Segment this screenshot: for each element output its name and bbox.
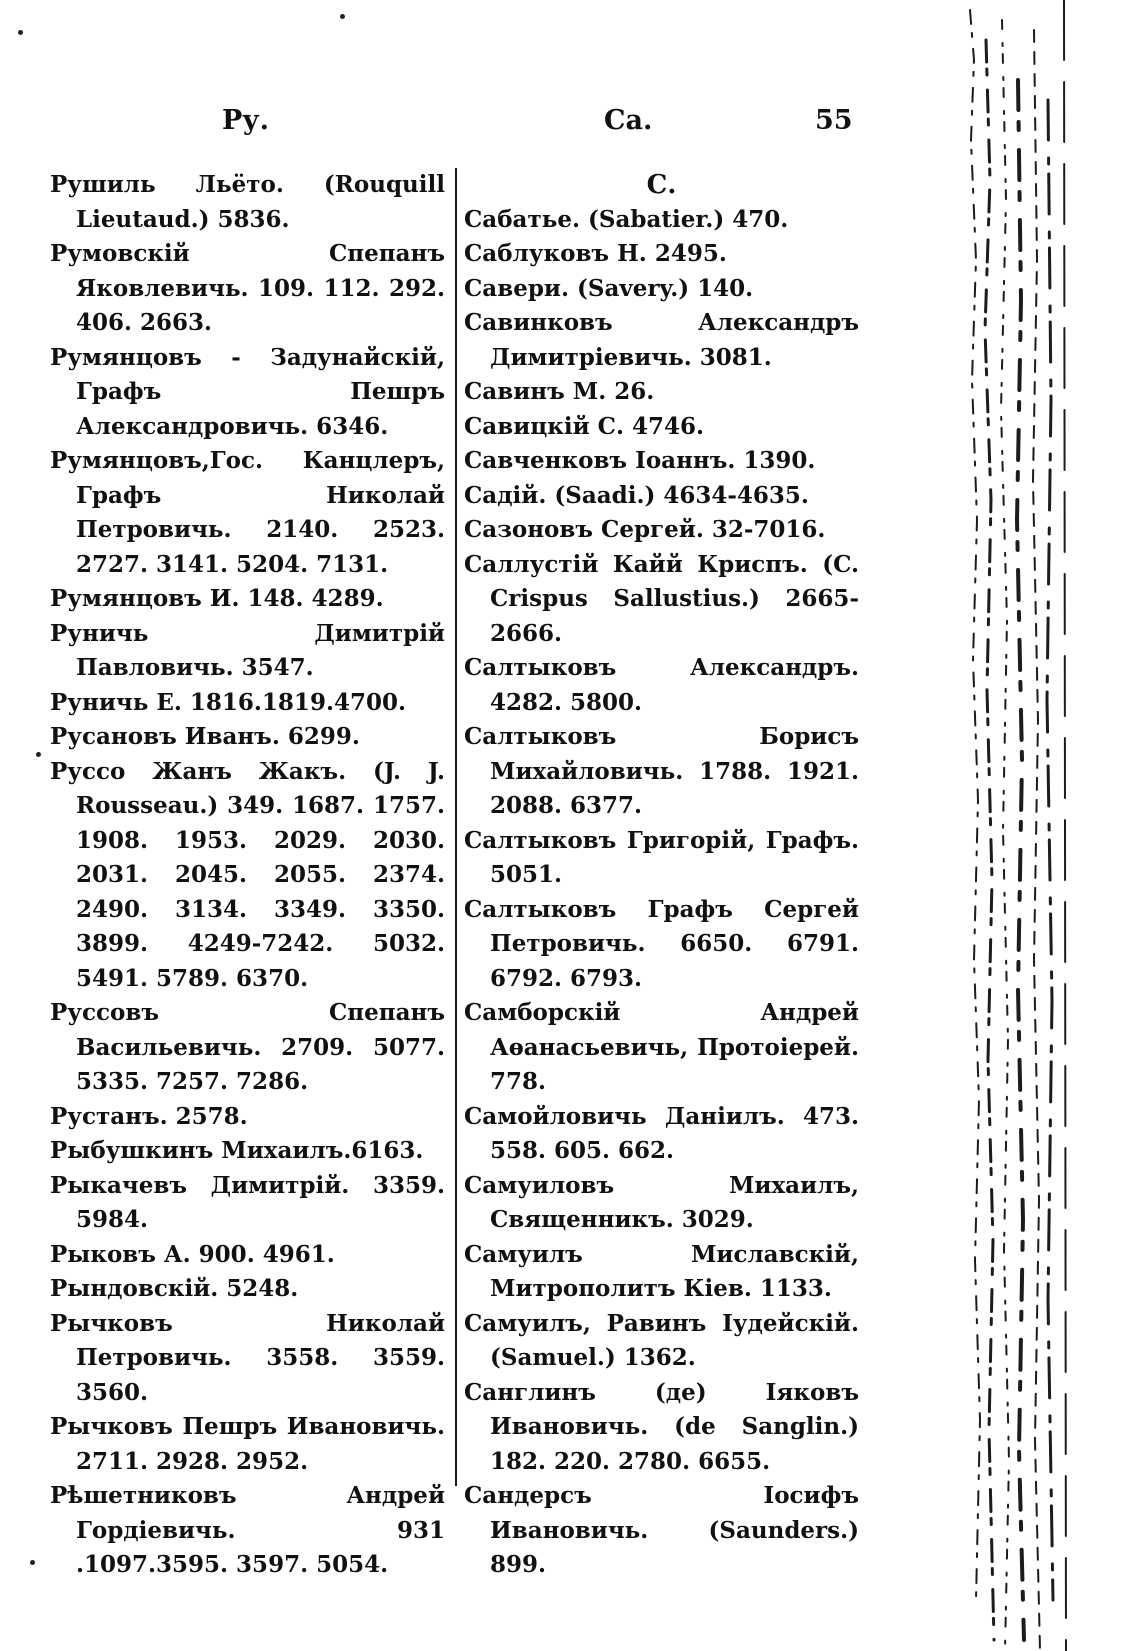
index-entry: Савинковъ Александръ Димитріевичь. 3081. [464,309,859,371]
index-entry: Саллустій Кайй Криспъ. (C. Crispus Sallustius.) 2665-2666. [464,550,859,647]
index-entry: Самуилъ Миславскій, Митрополитъ Кіев. 1133. [464,1240,859,1302]
index-entry: Саблуковъ Н. 2495. [464,240,727,267]
index-entry: Рычковъ Пешръ Ивановичь. 2711. 2928. 2952. [50,1413,445,1475]
index-entry: Самуиловъ Михаилъ, Священникъ. 3029. [464,1171,859,1233]
scan-edge-shadow [968,0,1088,1651]
index-entry: Румянцовъ И. 148. 4289. [50,585,384,612]
index-entry: Салтыковъ Графъ Сергей Петровичь. 6650. 6791. 6792. 6793. [464,895,859,992]
index-entry: Рындовскій. 5248. [50,1275,299,1302]
index-entry: Самуилъ, Равинъ Іудейскій. (Samuel.) 1362. [464,1309,859,1371]
index-entry: Румянцовъ,Гос. Канцлеръ, Графъ Николай Петровичь. 2140. 2523. 2727. 3141. 5204. 7131. [50,447,445,578]
index-entry: Рыкачевъ Димитрій. 3359. 5984. [50,1171,445,1233]
speck [340,14,345,19]
index-entry: Руничь Е. 1816.1819.4700. [50,688,406,716]
index-entry: Рыковъ А. 900. 4961. [50,1240,335,1268]
index-entry: Руссо Жанъ Жакъ. (J. J. Rousseau.) 349. 1687. 1757. 1908. 1953. 2029. 2030. 2031. 2045. 2055. 2374. 2490. 3134. 3349. 3350. 3899. 4249-7242. 5032. 5491. 5789. 6370. [50,757,445,992]
index-entry: Сандерсъ Іосифъ Ивановичь. (Saunders.) 899. [464,1482,859,1578]
column-divider [455,168,457,1486]
index-entry: Савченковъ Іоаннъ. 1390. [464,447,816,474]
speck [36,752,41,757]
index-entry: Санглинъ (де) Іяковъ Ивановичь. (de Sanglin.) 182. 220. 2780. 6655. [464,1378,859,1475]
index-entry: Руничь Димитрій Павловичь. 3547. [50,619,445,681]
index-entry: Савицкій С. 4746. [464,412,704,440]
index-entry: Самборскій Андрей Аѳанасьевичь, Протоіерей. 778. [464,999,859,1095]
index-entry: Рустанъ. 2578. [50,1102,248,1130]
left-column [50,168,445,1583]
right-column [464,168,859,1583]
running-header-left: Ру. [222,105,269,136]
index-entry: Савери. (Savery.) 140. [464,274,754,302]
speck [18,30,23,35]
index-entry: Руссовъ Спепанъ Васильевичь. 2709. 5077. 5335. 7257. 7286. [50,999,445,1095]
index-entry: Русановъ Иванъ. 6299. [50,723,360,750]
speck [30,1560,35,1565]
running-header-center: Са. [604,105,653,136]
index-entry: Рѣшетниковъ Андрей Гордіевичь. 931 .1097.3595. 3597. 5054. [50,1482,445,1578]
index-entry: Салтыковъ Борисъ Михайловичь. 1788. 1921. 2088. 6377. [464,723,859,819]
index-entry: Садій. (Saadi.) 4634-4635. [464,481,809,509]
index-entry: Румовскій Спепанъ Яковлевичь. 109. 112. 292. 406. 2663. [50,240,445,336]
index-entry: Савинъ М. 26. [464,378,655,405]
index-entry: Сазоновъ Сергей. 32-7016. [464,516,826,543]
index-entry: Рыбушкинъ Михаилъ.6163. [50,1137,424,1164]
index-entry: Румянцовъ - Задунайскій, Графъ Пешръ Александровичь. 6346. [50,343,445,440]
index-entry: Самойловичь Даніилъ. 473. 558. 605. 662. [464,1102,859,1164]
index-entry: Салтыковъ Григорій, Графъ. 5051. [464,826,859,888]
index-entry: Сабатье. (Sabatier.) 470. [464,205,789,233]
index-entry: Рушиль Льёто. (Rouquill Lieutaud.) 5836. [50,171,445,233]
index-entry: Салтыковъ Александръ. 4282. 5800. [464,654,859,716]
page-number: 55 [815,105,853,136]
section-letter: С. [646,170,677,200]
index-entry: Рычковъ Николай Петровичь. 3558. 3559. 3560. [50,1309,445,1406]
